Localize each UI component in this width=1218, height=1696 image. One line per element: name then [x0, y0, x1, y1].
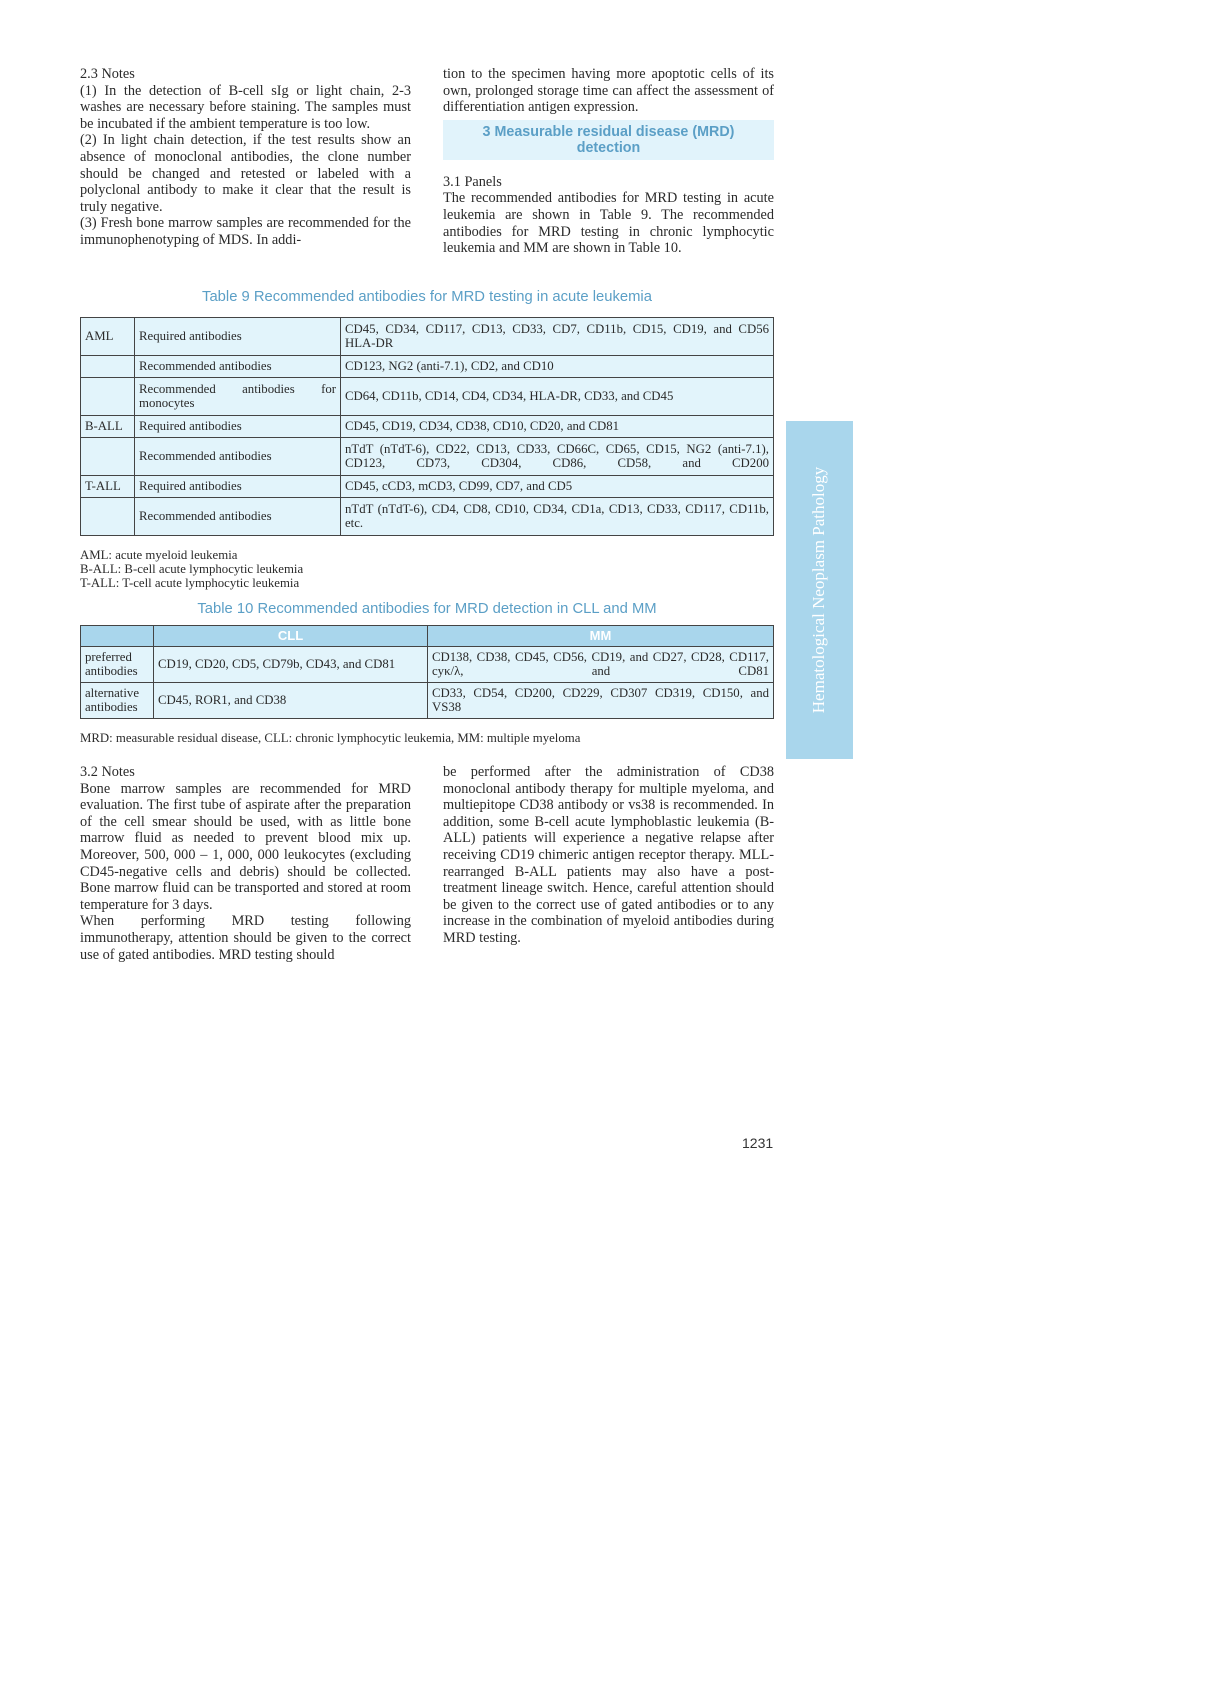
antibodies-cell: CD45, cCD3, mCD3, CD99, CD7, and CD5: [341, 476, 774, 498]
table-row: [81, 356, 774, 378]
paragraph: (2) In light chain detection, if the test results show an absence of monoclonal antibodies, the clone number should be changed and retested or labeled with a polyclonal antibody to make it clear that the result is truly negative.: [80, 132, 411, 215]
abbreviation-note: T-ALL: T-cell acute lymphocytic leukemia: [80, 576, 300, 590]
type-cell: Recommended antibodies: [135, 438, 341, 476]
cll-cell: CD19, CD20, CD5, CD79b, CD43, and CD81: [154, 647, 428, 683]
group-cell: T-ALL: [81, 476, 135, 498]
text-column-top-left: [80, 66, 411, 249]
group-cell: [81, 356, 135, 378]
table-10-note: MRD: measurable residual disease, CLL: chronic lymphocytic leukemia, MM: multiple myeloma: [80, 731, 581, 745]
column-header-mm: MM: [428, 626, 774, 647]
table-9: [80, 317, 774, 536]
group-cell: B-ALL: [81, 416, 135, 438]
type-cell: Required antibodies: [135, 476, 341, 498]
table-row: [81, 476, 774, 498]
antibodies-cell: CD64, CD11b, CD14, CD4, CD34, HLA-DR, CD33, and CD45: [341, 378, 774, 416]
mm-cell: CD138, CD38, CD45, CD56, CD19, and CD27, CD28, CD117, cyκ/λ, and CD81: [428, 647, 774, 683]
paragraph: tion to the specimen having more apoptotic cells of its own, prolonged storage time can affect the assessment of differentiation antigen expression.: [443, 66, 774, 116]
cll-cell: CD45, ROR1, and CD38: [154, 683, 428, 719]
paragraph: Bone marrow samples are recommended for MRD evaluation. The first tube of aspirate after the preparation of the cell smear should be used, with as little bone marrow fluid as needed to prevent blood mix up. Moreover, 500, 000 – 1, 000, 000 leukocytes (excluding CD45-negative cells and debris) should be collected. Bone marrow fluid can be transported and stored at room temperature for 3 days.: [80, 780, 411, 913]
table-9-notes: [80, 548, 303, 590]
table-header-row: [81, 626, 774, 647]
antibodies-cell: CD45, CD34, CD117, CD13, CD33, CD7, CD11b, CD15, CD19, and CD56 HLA-DR: [341, 318, 774, 356]
section-title-box: 3 Measurable residual disease (MRD) detection: [443, 120, 774, 160]
paragraph: (3) Fresh bone marrow samples are recommended for the immunophenotyping of MDS. In addi-: [80, 215, 411, 248]
table-row: [81, 318, 774, 356]
page-number: 1231: [742, 1135, 774, 1151]
table-9-caption: Table 9 Recommended antibodies for MRD testing in acute leukemia: [202, 289, 652, 305]
table-row: [81, 378, 774, 416]
side-tab: [786, 421, 853, 759]
abbreviation-note: B-ALL: B-cell acute lymphocytic leukemia: [80, 562, 304, 576]
side-tab-label: Hematological Neoplasm Pathology: [809, 466, 829, 714]
table-row: [81, 438, 774, 476]
type-cell: Required antibodies: [135, 318, 341, 356]
table-row: [81, 647, 774, 683]
table-10: [80, 625, 774, 719]
table-10-caption: Table 10 Recommended antibodies for MRD detection in CLL and MM: [197, 601, 657, 617]
paragraph: (1) In the detection of B-cell sIg or light chain, 2-3 washes are necessary before staining. The samples must be incubated if the ambient temperature is too low.: [80, 82, 411, 132]
antibodies-cell: nTdT (nTdT-6), CD4, CD8, CD10, CD34, CD1a, CD13, CD33, CD117, CD11b, etc.: [341, 498, 774, 536]
group-cell: [81, 498, 135, 536]
type-cell: Required antibodies: [135, 416, 341, 438]
type-cell: Recommended antibodies: [135, 356, 341, 378]
section-heading-3-2: 3.2 Notes: [80, 764, 135, 780]
text-column-top-right: [443, 66, 774, 257]
section-heading-2-3: 2.3 Notes: [80, 66, 135, 82]
antibodies-cell: CD45, CD19, CD34, CD38, CD10, CD20, and CD81: [341, 416, 774, 438]
paragraph: The recommended antibodies for MRD testing in acute leukemia are shown in Table 9. The recommended antibodies for MRD testing in chronic lymphocytic leukemia and MM are shown in Table 10.: [443, 190, 774, 257]
row-label: preferred antibodies: [81, 647, 154, 683]
table-row: [81, 683, 774, 719]
text-column-bottom-right: [443, 764, 774, 947]
table-row: [81, 416, 774, 438]
antibodies-cell: nTdT (nTdT-6), CD22, CD13, CD33, CD66C, CD65, CD15, NG2 (anti-7.1), CD123, CD73, CD304, CD86, CD58, and CD200: [341, 438, 774, 476]
antibodies-cell: CD123, NG2 (anti-7.1), CD2, and CD10: [341, 356, 774, 378]
group-cell: [81, 378, 135, 416]
table-row: [81, 498, 774, 536]
group-cell: AML: [81, 318, 135, 356]
section-heading-3-1: 3.1 Panels: [443, 173, 502, 190]
type-cell: Recommended antibodies: [135, 498, 341, 536]
row-label: alternative antibodies: [81, 683, 154, 719]
type-cell: Recommended antibodies for monocytes: [135, 378, 341, 416]
text-column-bottom-left: [80, 764, 411, 963]
column-header-cll: CLL: [154, 626, 428, 647]
mm-cell: CD33, CD54, CD200, CD229, CD307 CD319, CD150, and VS38: [428, 683, 774, 719]
paragraph: be performed after the administration of CD38 monoclonal antibody therapy for multiple myeloma, and multiepitope CD38 antibody or vs38 is recommended. In addition, some B-cell acute lymphoblastic leukemia (B-ALL) patients will experience a negative relapse after receiving CD19 chimeric antigen receptor therapy. MLL-rearranged B-ALL patients may also have a post-treatment lineage switch. Hence, careful attention should be given to the correct use of gated antibodies or to any increase in the combination of myeloid antibodies during MRD testing.: [443, 764, 774, 946]
column-header: [81, 626, 154, 647]
paragraph: When performing MRD testing following immunotherapy, attention should be given to the correct use of gated antibodies. MRD testing should: [80, 913, 411, 963]
abbreviation-note: AML: acute myeloid leukemia: [80, 548, 238, 562]
group-cell: [81, 438, 135, 476]
